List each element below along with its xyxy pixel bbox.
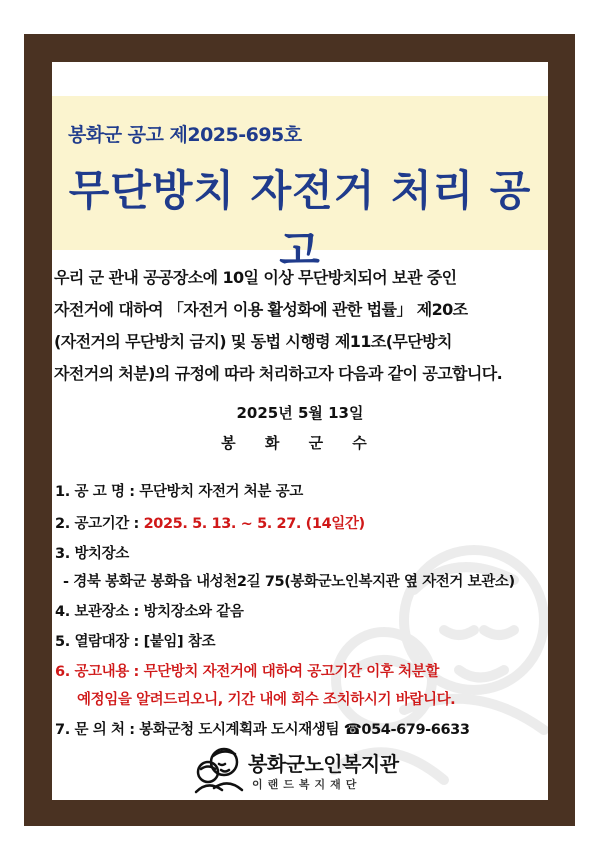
body-line: 우리 군 관내 공공장소에 10일 이상 무단방치되어 보관 중인 <box>54 268 457 287</box>
item-value: 방치장소와 같음 <box>143 604 244 620</box>
phone-number: 054-679-6633 <box>361 722 470 738</box>
body-line: (자전거의 무단방치 금지) 및 동법 시행령 제11조(무단방치 <box>54 332 452 351</box>
item-content <box>55 660 439 681</box>
item-label: 4. 보관장소 : <box>55 604 144 620</box>
notice-paper <box>52 62 548 800</box>
item-value: 봉화군청 도시계획과 도시재생팀 <box>139 722 344 738</box>
organization-logo <box>192 742 452 798</box>
body-line: 자전거에 대하여 「자전거 이용 활성화에 관한 법률」 제20조 <box>54 300 468 319</box>
item-title <box>55 480 303 501</box>
item-label: 7. 문 의 처 : <box>55 722 140 738</box>
item-location <box>55 542 129 563</box>
item-value: 무단방치 자전거 처분 공고 <box>139 484 303 500</box>
logo-subtitle: 이랜드복지재단 <box>252 778 362 791</box>
item-label: 3. 방치장소 <box>55 546 129 562</box>
item-contact <box>55 718 470 739</box>
item-label: 5. 열람대장 : <box>55 634 144 650</box>
item-period <box>55 512 365 533</box>
item-value: 2025. 5. 13. ~ 5. 27. (14일간) <box>143 516 365 532</box>
item-register <box>55 630 215 651</box>
logo-name: 봉화군노인복지관 <box>248 752 399 776</box>
item-value: 무단방치 자전거에 대하여 공고기간 이후 처분할 <box>143 664 439 680</box>
item-label: 2. 공고기간 : <box>55 516 144 532</box>
item-label: 6. 공고내용 : <box>55 664 144 680</box>
item-content-cont <box>77 688 455 709</box>
notice-title: 무단방치 자전거 처리 공고 <box>68 166 532 275</box>
item-location-detail <box>63 570 515 591</box>
notice-issuer: 봉 화 군 수 <box>221 434 379 452</box>
notice-date: 2025년 5월 13일 <box>236 404 364 422</box>
notice-number: 봉화군 공고 제2025-695호 <box>68 124 302 146</box>
phone-icon: ☎ <box>343 722 362 738</box>
body-line: 자전거의 처분)의 규정에 따라 처리하고자 다음과 같이 공고합니다. <box>54 364 503 383</box>
grandparents-logo-icon <box>192 742 244 794</box>
item-value: 예정임을 알려드리오니, 기간 내에 회수 조치하시기 바랍니다. <box>77 692 456 708</box>
item-label: 1. 공 고 명 : <box>55 484 140 500</box>
item-value: - 경북 봉화군 봉화읍 내성천2길 75(봉화군노인복지관 옆 자전거 보관소) <box>63 574 515 590</box>
notice-body <box>54 262 548 390</box>
item-storage <box>55 600 243 621</box>
item-value: [붙임] 참조 <box>143 634 216 650</box>
